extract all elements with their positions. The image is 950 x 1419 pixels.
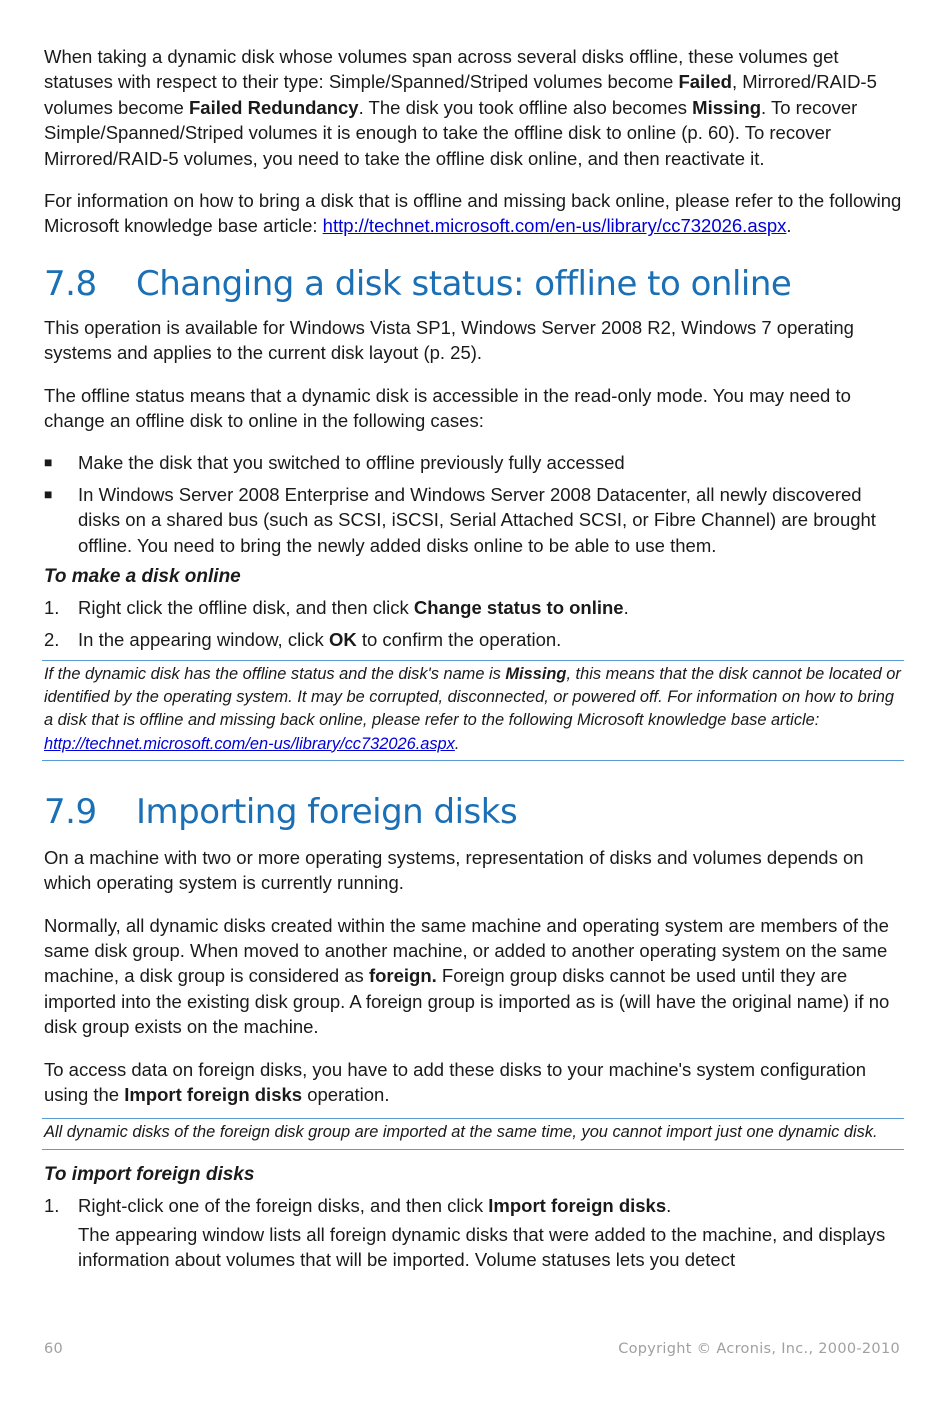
intro-paragraph-1: When taking a dynamic disk whose volumes span across several disks offline, these volumes get statuses with respect to their type: Simple/Spanned/Striped volumes become Failed, Mirrored/RAID-5 volumes become Failed Redundancy. The disk you took offline also becomes Missing. To recover Simple/Spanned/Striped volumes it is enough to take the offline disk to online (p. 60). To recover Mirrored/RAID-5 volumes, you need to take the offline disk online, and then reactivate it. <box>44 46 877 169</box>
step-1-continuation: The appearing window lists all foreign dynamic disks that were added to the machine, and displays information about volumes that will be imported. Volume statuses lets you detect <box>78 1223 886 1271</box>
step-item: 2. In the appearing window, click OK to confirm the operation. <box>44 628 562 650</box>
kb-article-link[interactable]: http://technet.microsoft.com/en-us/library/cc732026.aspx <box>44 734 455 753</box>
bullet-icon: ■ <box>44 454 53 471</box>
kb-article-link[interactable]: http://technet.microsoft.com/en-us/library/cc732026.aspx <box>322 215 787 237</box>
offline-cases-list <box>44 450 902 558</box>
note-box-missing-disk <box>42 660 904 761</box>
step-item: 1. Right click the offline disk, and then click Change status to online. <box>44 597 629 619</box>
copyright-notice: Copyright © Acronis, Inc., 2000-2010 <box>618 1341 900 1357</box>
note-text: All dynamic disks of the foreign disk group are imported at the same time, you cannot import just one dynamic disk. <box>44 1123 878 1142</box>
make-online-steps <box>44 595 902 652</box>
page-number: 60 <box>44 1341 64 1357</box>
document-page <box>44 44 902 1273</box>
section-7-8-heading: 7.8 Changing a disk status: offline to online <box>44 263 792 304</box>
section-7-9-heading: 7.9 Importing foreign disks <box>44 791 518 832</box>
procedure-title-make-online: To make a disk online <box>44 566 241 588</box>
bullet-icon: ■ <box>44 485 53 502</box>
section-7-9-paragraph-1: On a machine with two or more operating systems, representation of disks and volumes depends on which operating system is currently running. <box>44 846 864 894</box>
note-text: If the dynamic disk has the offline status and the disk's name is Missing, this means that the disk cannot be located or identified by the operating system. It may be corrupted, disconnected, or powered off. For information on how to bring a disk that is offline and missing back online, please refer to the following Microsoft knowledge base article: http://technet.microsoft.com/en-us/library/cc732026.aspx. <box>44 664 901 753</box>
section-7-9-paragraph-2: Normally, all dynamic disks created within the same machine and operating system are members of the same disk group. When moved to another machine, or added to another operating system on the same machine, a disk group is considered as foreign. Foreign group disks cannot be used until they are imported into the existing disk group. A foreign group is imported as is (will have the original name) if no disk group exists on the machine. <box>44 914 890 1038</box>
section-7-8-paragraph-1: This operation is available for Windows Vista SP1, Windows Server 2008 R2, Windows 7 operating systems and applies to the current disk layout (p. 25). <box>44 316 854 364</box>
note-box-import-all <box>42 1118 904 1149</box>
intro-paragraph-2: For information on how to bring a disk that is offline and missing back online, please refer to the following Microsoft knowledge base article: http://technet.microsoft.com/en-us/library/cc732026.aspx. <box>44 190 902 237</box>
list-item: ■ In Windows Server 2008 Enterprise and Windows Server 2008 Datacenter, all newly discovered disks on a shared bus (such as SCSI, iSCSI, Serial Attached SCSI, or Fibre Channel) are brought offline. You need to bring the newly added disks online to be able to use them. <box>44 483 876 556</box>
list-item: ■ Make the disk that you switched to offline previously fully accessed <box>44 450 902 475</box>
procedure-title-import-foreign: To import foreign disks <box>44 1163 255 1185</box>
step-item: 1. Right-click one of the foreign disks, and then click Import foreign disks. <box>44 1194 672 1216</box>
section-7-9-paragraph-3: To access data on foreign disks, you have to add these disks to your machine's system configuration using the Import foreign disks operation. <box>44 1058 867 1105</box>
import-foreign-steps <box>44 1193 902 1218</box>
section-7-8-paragraph-2: The offline status means that a dynamic disk is accessible in the read-only mode. You may need to change an offline disk to online in the following cases: <box>44 384 851 432</box>
page-footer <box>44 1341 900 1357</box>
